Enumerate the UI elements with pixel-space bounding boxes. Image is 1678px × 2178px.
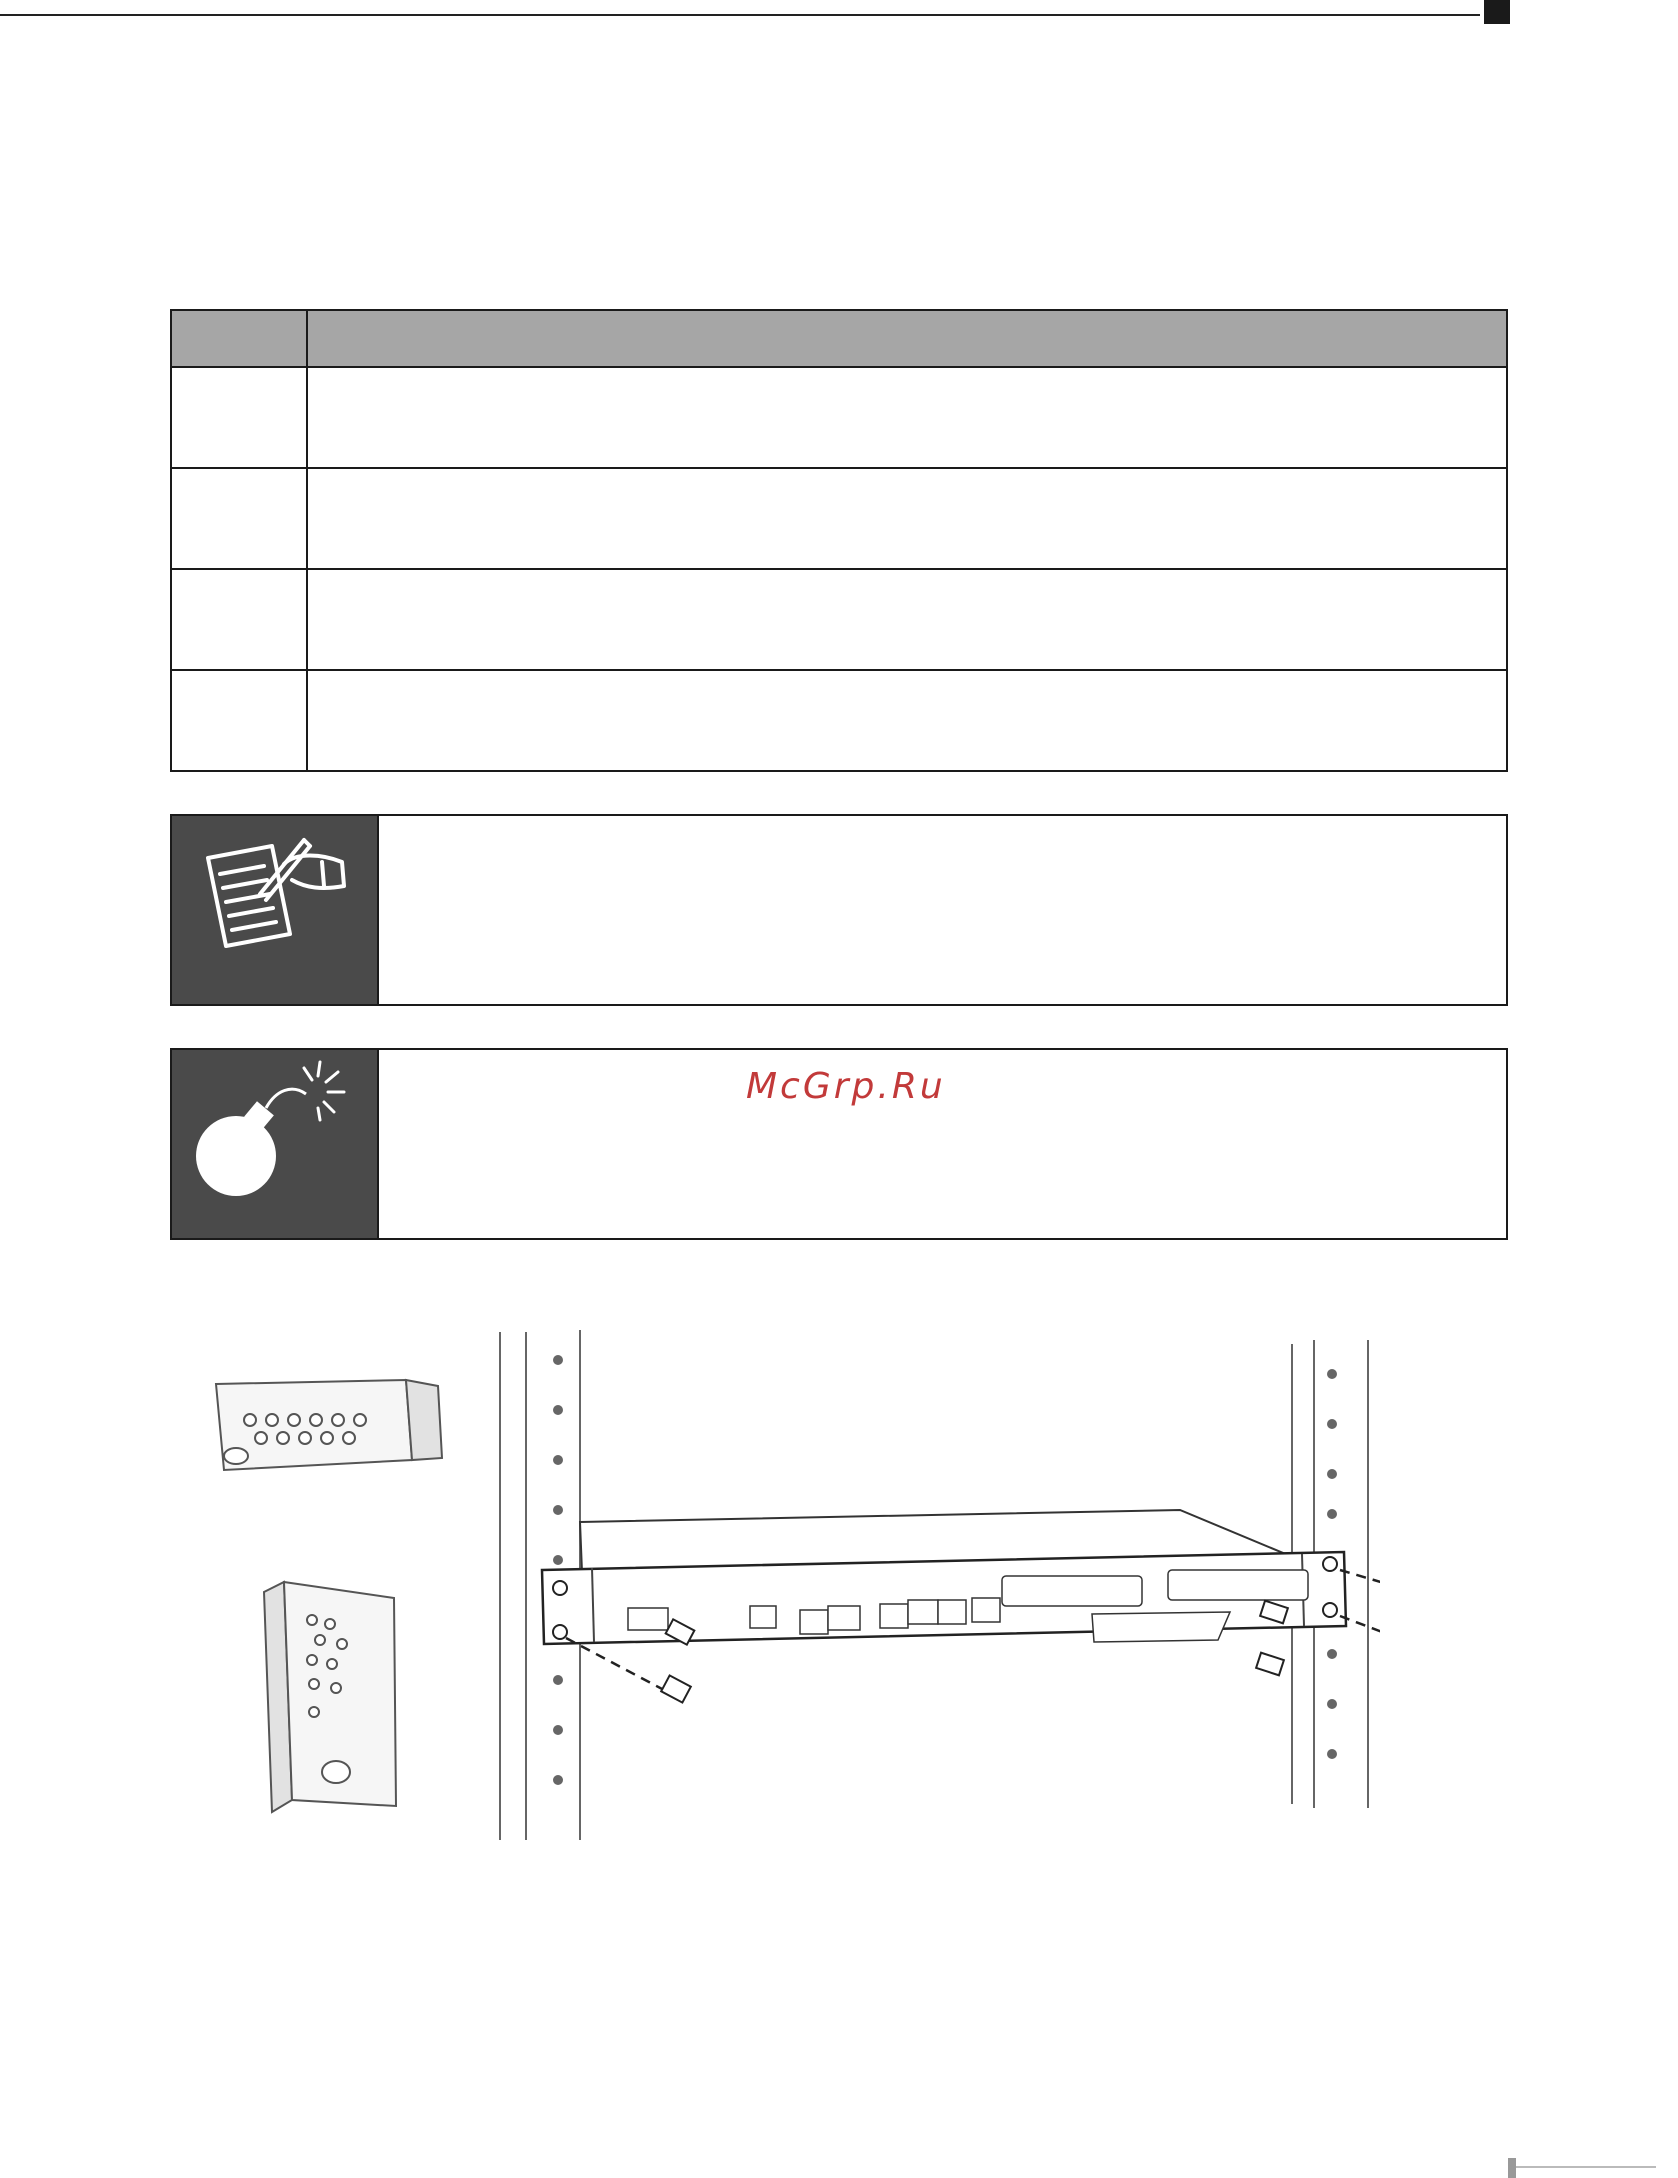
table-header-cell — [307, 310, 1507, 367]
table-cell — [307, 367, 1507, 468]
note-writing-icon — [172, 816, 377, 1004]
header-marker — [1484, 0, 1510, 24]
table-row — [171, 670, 1507, 771]
rack-bracket-angled — [264, 1582, 396, 1812]
warning-icon-panel — [172, 1050, 379, 1238]
header-rule — [0, 14, 1480, 16]
table-cell — [171, 569, 307, 670]
table-cell — [171, 670, 307, 771]
note-icon-panel — [172, 816, 379, 1004]
watermark: McGrp.Ru — [746, 1066, 946, 1107]
table-row — [171, 569, 1507, 670]
table-row — [171, 468, 1507, 569]
table-cell — [307, 670, 1507, 771]
footer-marker — [1508, 2158, 1516, 2178]
table-cell — [307, 569, 1507, 670]
device-rack-mounting — [500, 1330, 1380, 1840]
table-cell — [171, 468, 307, 569]
footer-rule — [1516, 2166, 1656, 2168]
note-callout — [170, 814, 1508, 1006]
table-header-row — [171, 310, 1507, 367]
table-row — [171, 367, 1507, 468]
spec-table — [170, 309, 1508, 772]
rack-bracket-flat — [216, 1380, 442, 1470]
bomb-icon — [172, 1050, 377, 1238]
rack-mount-illustration — [180, 1320, 1380, 1880]
table-cell — [307, 468, 1507, 569]
table-header-cell — [171, 310, 307, 367]
table-cell — [171, 367, 307, 468]
